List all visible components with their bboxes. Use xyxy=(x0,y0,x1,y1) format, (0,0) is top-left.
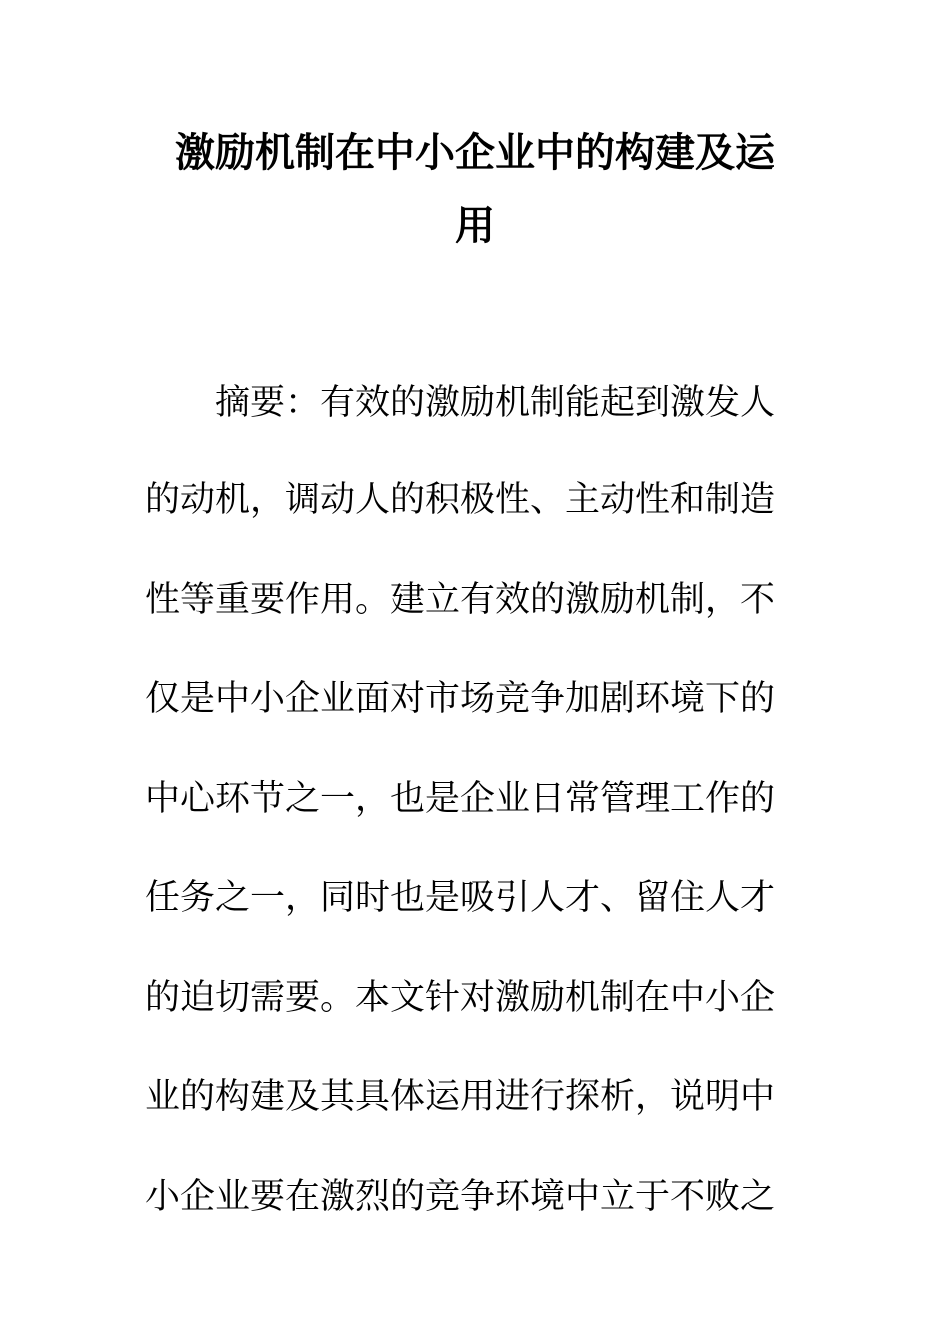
abstract-line-3: 性等重要作用。建立有效的激励机制，不 xyxy=(145,580,776,620)
abstract-line-6: 任务之一，同时也是吸引人才、留住人才 xyxy=(145,878,776,918)
abstract-line-2: 的动机，调动人的积极性、主动性和制造 xyxy=(145,480,776,520)
abstract-line-7: 的迫切需要。本文针对激励机制在中小企 xyxy=(145,978,776,1018)
abstract-line-5: 中心环节之一，也是企业日常管理工作的 xyxy=(145,779,776,819)
abstract-line-4: 仅是中小企业面对市场竞争加剧环境下的 xyxy=(145,679,776,719)
abstract-line-1: 摘要：有效的激励机制能起到激发人 xyxy=(215,383,776,423)
document-title-line-1: 激励机制在中小企业中的构建及运 xyxy=(175,130,775,176)
abstract-line-9: 小企业要在激烈的竞争环境中立于不败之 xyxy=(145,1177,776,1217)
abstract-line-8: 业的构建及其具体运用进行探析，说明中 xyxy=(145,1077,776,1117)
document-title-line-2: 用 xyxy=(455,203,495,249)
